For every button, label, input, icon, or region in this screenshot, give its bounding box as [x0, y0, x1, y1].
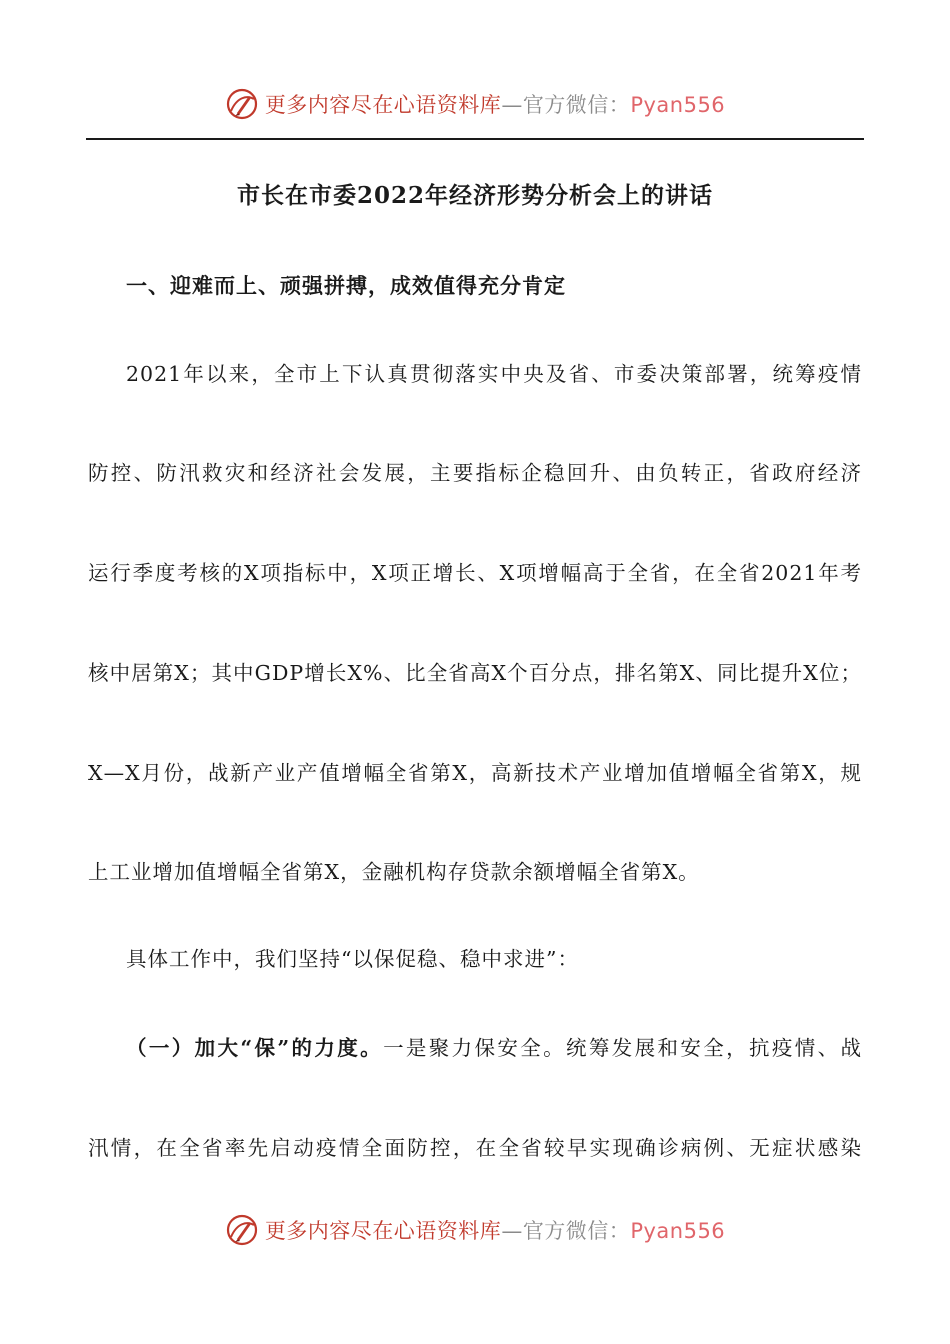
paragraph-1-line-1: 2021年以来，全市上下认真贯彻落实中央及省、市委决策部署，统筹疫情 [126, 362, 862, 386]
pen-swirl-logo-icon [225, 1213, 259, 1247]
watermark-wechat-label: 官方微信： [522, 93, 631, 117]
watermark-wechat-id: Pyan556 [630, 93, 726, 117]
paragraph-3-line-1 [126, 1030, 862, 1066]
watermark-dash: — [501, 93, 523, 117]
watermark-header [0, 84, 950, 124]
paragraph-1-line-6: 上工业增加值增幅全省第X，金融机构存贷款余额增幅全省第X。 [88, 860, 700, 884]
paragraph-3-lead-heading: （一）加大“保”的力度。 [126, 1036, 384, 1060]
section-heading-1: 一、迎难而上、顽强拼搏，成效值得充分肯定 [126, 273, 566, 298]
paragraph-1-line-3: 运行季度考核的X项指标中，X项正增长、X项增幅高于全省，在全省2021年考 [88, 561, 862, 585]
paragraph-1-line-4: 核中居第X；其中GDP增长X%、比全省高X个百分点，排名第X、同比提升X位； [88, 661, 862, 685]
watermark-main-text: 更多内容尽在心语资料库 [264, 1219, 502, 1243]
paragraph-1-line-5: X—X月份，战新产业产值增幅全省第X，高新技术产业增加值增幅全省第X，规 [88, 761, 862, 785]
watermark-wechat-label: 官方微信： [522, 1219, 631, 1243]
watermark-dash: — [501, 1219, 523, 1243]
header-divider [86, 138, 864, 140]
watermark-wechat-id: Pyan556 [630, 1219, 726, 1243]
watermark-main-text: 更多内容尽在心语资料库 [264, 93, 502, 117]
paragraph-3-line-1-text: 一是聚力保安全。统筹发展和安全，抗疫情、战 [383, 1036, 863, 1060]
watermark-text [265, 1215, 725, 1245]
paragraph-1-line-2: 防控、防汛救灾和经济社会发展，主要指标企稳回升、由负转正，省政府经济 [88, 461, 862, 485]
paragraph-3-line-2: 汛情，在全省率先启动疫情全面防控，在全省较早实现确诊病例、无症状感染 [88, 1136, 862, 1160]
document-title: 市长在市委2022年经济形势分析会上的讲话 [236, 182, 713, 209]
watermark-text [265, 89, 725, 119]
watermark-footer [0, 1210, 950, 1250]
paragraph-2: 具体工作中，我们坚持“以保促稳、稳中求进”： [126, 947, 579, 971]
pen-swirl-logo-icon [225, 87, 259, 121]
